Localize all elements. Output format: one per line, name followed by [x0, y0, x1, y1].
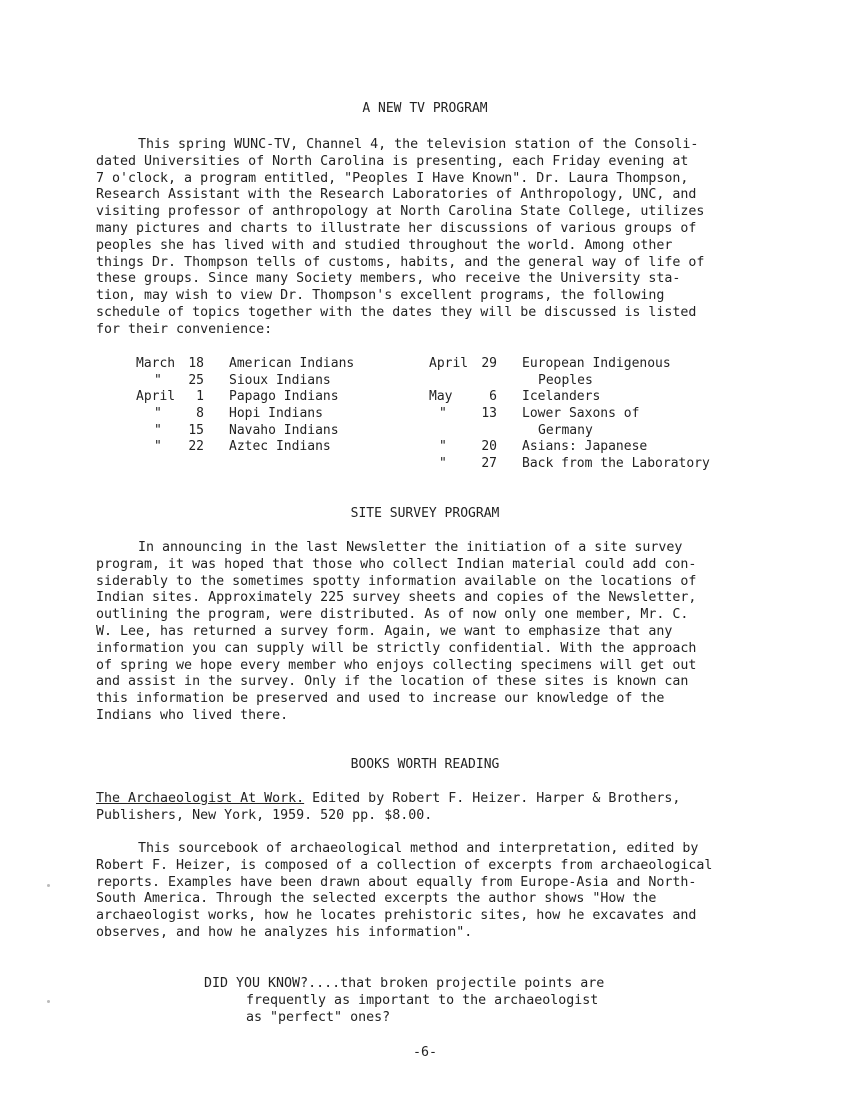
schedule-day: 13	[481, 406, 497, 422]
margin-speck	[47, 1000, 50, 1003]
schedule-day: 15	[188, 422, 204, 438]
schedule-row	[429, 439, 759, 456]
paragraph-line: visiting professor of anthropology at North Carolina State College, utilizes	[96, 204, 705, 220]
paragraph-line: outlining the program, were distributed. As of now only one member, Mr. C.	[96, 607, 689, 623]
schedule-month: "	[439, 439, 447, 455]
schedule-right	[429, 356, 759, 473]
book-review-paragraph	[96, 841, 746, 942]
schedule-row	[136, 373, 396, 390]
schedule-day: 8	[196, 406, 204, 422]
paragraph-line: schedule of topics together with the dates they will be discussed is listed	[96, 304, 697, 320]
paragraph-line: things Dr. Thompson tells of customs, habits, and the general way of life of	[96, 254, 705, 270]
schedule-day: 6	[489, 389, 497, 405]
page-number: -6-	[412, 1045, 438, 1060]
schedule-month: "	[154, 439, 162, 455]
paragraph-line: South America. Through the selected excerpts the author shows "How the	[96, 891, 657, 907]
paragraph-line: many pictures and charts to illustrate her discussions of various groups of	[96, 220, 697, 236]
paragraph-line: In announcing in the last Newsletter the initiation of a site survey	[138, 540, 683, 555]
paragraph-line: peoples she has lived with and studied throughout the world. Among other	[96, 237, 673, 253]
schedule-row	[429, 373, 759, 390]
schedule-row	[136, 406, 396, 423]
schedule-topic: Lower Saxons of	[522, 406, 640, 422]
schedule-month: "	[439, 406, 447, 422]
schedule-day: 29	[481, 356, 497, 371]
paragraph-line: information you can supply will be strictly confidential. With the approach	[96, 640, 697, 656]
schedule-month: April	[136, 389, 176, 405]
note-line: DID YOU KNOW?....that broken projectile points are	[204, 976, 605, 991]
book-title: The Archaeologist At Work.	[96, 791, 305, 806]
schedule-day: 1	[196, 389, 204, 405]
paragraph-line: reports. Examples have been drawn about equally from Europe-Asia and North-	[96, 874, 697, 890]
schedule-topic: European Indigenous	[522, 356, 671, 371]
paragraph-line: This spring WUNC-TV, Channel 4, the television station of the Consoli-	[138, 137, 699, 152]
schedule-topic: Asians: Japanese	[522, 439, 648, 455]
paragraph-line: 7 o'clock, a program entitled, "Peoples I Have Known". Dr. Laura Thompson,	[96, 170, 689, 186]
citation-rest: Edited by Robert F. Heizer. Harper & Brothers,	[304, 791, 681, 806]
paragraph-line: siderably to the sometimes spotty information available on the locations of	[96, 573, 697, 589]
schedule-month: March	[136, 356, 176, 371]
paragraph-line: observes, and how he analyzes his information".	[96, 924, 473, 940]
paragraph-line: archaeologist works, how he locates prehistoric sites, how he excavates and	[96, 908, 697, 924]
books-title: BOOKS WORTH READING	[350, 757, 500, 772]
schedule-row	[136, 439, 396, 456]
schedule-topic: Aztec Indians	[229, 439, 331, 455]
schedule-month: "	[154, 422, 162, 438]
schedule-row	[429, 423, 759, 440]
paragraph-line: Robert F. Heizer, is composed of a collection of excerpts from archaeological	[96, 857, 713, 873]
schedule-month: April	[429, 356, 469, 371]
paragraph-line: these groups. Since many Society members, who receive the University sta-	[96, 271, 681, 287]
paragraph-line: tion, may wish to view Dr. Thompson's excellent programs, the following	[96, 288, 665, 304]
schedule-row	[136, 423, 396, 440]
paragraph-line: for their convenience:	[96, 321, 273, 337]
schedule-topic: Hopi Indians	[229, 406, 323, 422]
paragraph-line: program, it was hoped that those who collect Indian material could add con-	[96, 556, 697, 572]
book-citation	[96, 791, 746, 825]
schedule-row	[429, 406, 759, 423]
schedule-day: 25	[188, 372, 204, 388]
schedule-day: 27	[481, 456, 497, 472]
schedule-topic: Sioux Indians	[229, 372, 331, 388]
paragraph-line: and assist in the survey. Only if the location of these sites is known can	[96, 674, 689, 690]
schedule-topic: Navaho Indians	[229, 422, 339, 438]
schedule-topic: Peoples	[538, 372, 593, 388]
paragraph-line: this information be preserved and used to increase our knowledge of the	[96, 691, 665, 707]
tv-program-paragraph	[96, 137, 746, 339]
paragraph-line: Indian sites. Approximately 225 survey sheets and copies of the Newsletter,	[96, 590, 697, 606]
schedule-month: "	[154, 372, 162, 388]
schedule-day: 22	[188, 439, 204, 455]
paragraph-line: of spring we hope every member who enjoys collecting specimens will get out	[96, 657, 697, 673]
paragraph-line: This sourcebook of archaeological method and interpretation, edited by	[138, 841, 699, 856]
schedule-row	[429, 456, 759, 473]
schedule-month: May	[429, 389, 453, 405]
schedule-row	[429, 389, 759, 406]
margin-speck	[47, 884, 50, 887]
schedule-month: "	[154, 406, 162, 422]
schedule-topic: Icelanders	[522, 389, 601, 405]
site-survey-paragraph	[96, 540, 746, 725]
paragraph-line: Research Assistant with the Research Laboratories of Anthropology, UNC, and	[96, 187, 697, 203]
tv-program-title: A NEW TV PROGRAM	[362, 101, 488, 116]
schedule-row	[136, 356, 396, 373]
schedule-topic: American Indians	[229, 356, 355, 371]
note-line: as "perfect" ones?	[246, 1010, 391, 1025]
schedule-month: "	[439, 456, 447, 472]
schedule-topic: Back from the Laboratory	[522, 456, 710, 472]
schedule-topic: Papago Indians	[229, 389, 339, 405]
did-you-know-note	[204, 975, 604, 1026]
paragraph-line: W. Lee, has returned a survey form. Again, we want to emphasize that any	[96, 623, 673, 639]
note-line: frequently as important to the archaeologist	[246, 993, 599, 1008]
schedule-row	[136, 389, 396, 406]
schedule-day: 18	[188, 356, 204, 371]
schedule-left	[136, 356, 396, 456]
citation-line: Publishers, New York, 1959. 520 pp. $8.00.	[96, 807, 433, 823]
schedule-topic: Germany	[538, 422, 593, 438]
schedule-day: 20	[481, 439, 497, 455]
paragraph-line: Indians who lived there.	[96, 707, 289, 723]
site-survey-title: SITE SURVEY PROGRAM	[350, 506, 500, 521]
schedule-row	[429, 356, 759, 373]
paragraph-line: dated Universities of North Carolina is presenting, each Friday evening at	[96, 153, 689, 169]
citation-line	[96, 791, 746, 808]
